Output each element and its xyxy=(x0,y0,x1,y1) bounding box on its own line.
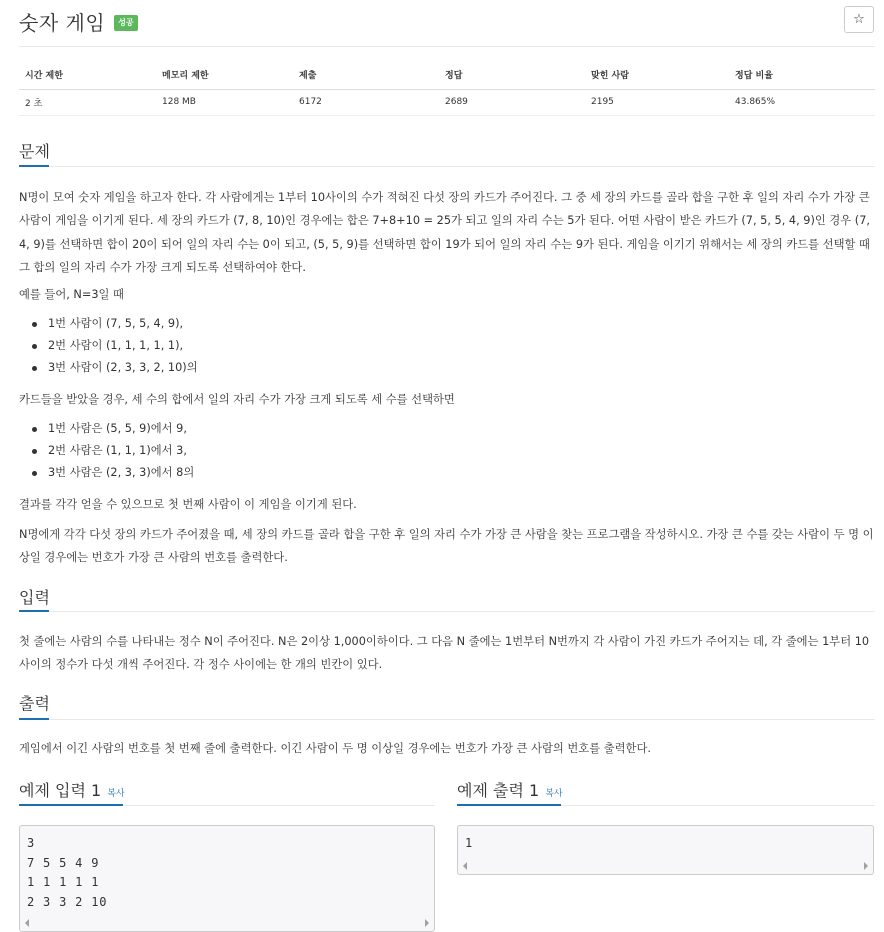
output-heading-underline xyxy=(19,718,49,720)
description-heading-rule xyxy=(49,166,875,167)
star-icon: ☆ xyxy=(853,12,865,27)
description-paragraph-2: 예를 들어, N=3일 때 xyxy=(19,288,124,301)
sample-input-text: 3 7 5 5 4 9 1 1 1 1 1 2 3 3 2 10 xyxy=(27,836,108,910)
list-item: 2번 사람이 (1, 1, 1, 1, 1), xyxy=(30,335,198,357)
description-paragraph-5: N명에게 각각 다섯 장의 카드가 주어졌을 때, 세 장의 카드를 골라 합을 구한 후 일의 자리 수가 가장 큰 사람을 찾는 프로그램을 작성하시오. 가장 큰 수를 갖는 사람이 두 명 이상일 경우에는 번호가 가장 큰 사람의 번호를 출력한다. xyxy=(19,528,874,565)
title-row xyxy=(19,6,138,36)
list-item: 3번 사람은 (2, 3, 3)에서 8의 xyxy=(30,462,194,484)
scroll-right-icon[interactable] xyxy=(864,862,868,870)
copy-sample-input-link[interactable]: 복사 xyxy=(107,789,125,799)
scroll-left-icon[interactable] xyxy=(25,919,29,927)
description-paragraph-3: 카드들을 받았을 경우, 세 수의 합에서 일의 자리 수가 가장 크게 되도록 세 수를 선택하면 xyxy=(19,393,455,406)
stats-solvers: 2195 xyxy=(585,89,729,115)
description-paragraph-4: 결과를 각각 얻을 수 있으므로 첫 번째 사람이 이 게임을 이기게 된다. xyxy=(19,498,357,511)
scroll-left-icon[interactable] xyxy=(463,862,467,870)
results-list xyxy=(30,418,194,484)
sample-output-text: 1 xyxy=(465,836,474,850)
scroll-right-icon[interactable] xyxy=(425,919,429,927)
list-item: 1번 사람이 (7, 5, 5, 4, 9), xyxy=(30,313,198,335)
status-badge: 성공 xyxy=(114,15,137,31)
sample-input-box[interactable] xyxy=(19,825,435,932)
sample-output-box[interactable] xyxy=(457,825,874,875)
output-description: 게임에서 이긴 사람의 번호를 첫 번째 줄에 출력한다. 이긴 사람이 두 명 이상일 경우에는 번호가 가장 큰 사람의 번호를 출력한다. xyxy=(19,742,651,755)
sample-input-heading xyxy=(19,778,125,801)
favorite-button[interactable] xyxy=(844,6,874,33)
stats-submissions: 6172 xyxy=(293,89,439,115)
input-heading: 입력 xyxy=(19,588,50,607)
sample-input-heading-rule xyxy=(123,805,435,806)
stats-header-submissions: 제출 xyxy=(293,60,439,89)
stats-value-row xyxy=(19,89,875,115)
sample-output-heading-underline xyxy=(457,804,561,806)
output-heading: 출력 xyxy=(19,694,50,713)
stats-memory-limit: 128 MB xyxy=(156,89,293,115)
sample-output-title: 예제 출력 1 xyxy=(457,781,540,800)
list-item: 3번 사람이 (2, 3, 3, 2, 10)의 xyxy=(30,357,198,379)
list-item: 1번 사람은 (5, 5, 9)에서 9, xyxy=(30,418,194,440)
copy-sample-output-link[interactable]: 복사 xyxy=(545,789,563,799)
sample-input-heading-underline xyxy=(19,804,123,806)
stats-time-limit: 2 초 xyxy=(19,89,156,115)
page-title: 숫자 게임 xyxy=(19,10,106,35)
sample-output-heading-rule xyxy=(561,805,875,806)
input-description: 첫 줄에는 사람의 수를 나타내는 정수 N이 주어진다. N은 2이상 1,000이하이다. 그 다음 N 줄에는 1번부터 N번까지 각 사람이 가진 카드가 주어지는 데, 각 줄에는 1부터 10사이의 정수가 다섯 개씩 주어진다. 각 정수 사이에는 한 개의 빈칸이 있다. xyxy=(19,635,870,671)
title-divider xyxy=(19,46,875,47)
stats-header-row xyxy=(19,60,875,89)
description-heading-underline xyxy=(19,165,49,167)
sample-output-heading xyxy=(457,778,563,801)
stats-header-memory-limit: 메모리 제한 xyxy=(156,60,293,89)
list-item: 2번 사람은 (1, 1, 1)에서 3, xyxy=(30,440,194,462)
problem-stats-table xyxy=(19,60,875,116)
stats-ratio: 43.865% xyxy=(729,89,875,115)
sample-input-title: 예제 입력 1 xyxy=(19,781,102,800)
cards-list xyxy=(30,313,198,379)
output-heading-rule xyxy=(49,719,875,720)
input-heading-rule xyxy=(49,611,875,612)
description-paragraph-1: N명이 모여 숫자 게임을 하고자 한다. 각 사람에게는 1부터 10사이의 수가 적혀진 다섯 장의 카드가 주어진다. 그 중 세 장의 카드를 골라 합을 구한 후 일의 자리 수가 가장 큰 사람이 게임을 이기게 된다. 세 장의 카드가 (7, 8, 10)인 경우에는 합은 7+8+10 = 25가 되고 일의 자리 수는 5가 된다. 어떤 사람이 받은 카드가 (7, 5, 5, 4, 9)인 경우 (7, 4, 9)를 선택하면 합이 20이 되어 일의 자리 수는 0이 되고, (5, 5, 9)를 선택하면 합이 19가 되어 일의 자리 수는 9가 된다. 게임을 이기기 위해서는 세 장의 카드를 선택할 때 그 합의 일의 자리 수가 가장 크게 되도록 선택하여야 한다. xyxy=(19,191,870,275)
stats-header-solvers: 맞힌 사람 xyxy=(585,60,729,89)
stats-accepted: 2689 xyxy=(439,89,585,115)
stats-header-accepted: 정답 xyxy=(439,60,585,89)
input-heading-underline xyxy=(19,610,49,612)
description-heading: 문제 xyxy=(19,142,50,161)
stats-header-time-limit: 시간 제한 xyxy=(19,60,156,89)
sample-output-scrollbar[interactable] xyxy=(459,859,872,873)
sample-input-scrollbar[interactable] xyxy=(21,916,433,930)
stats-header-ratio: 정답 비율 xyxy=(729,60,875,89)
